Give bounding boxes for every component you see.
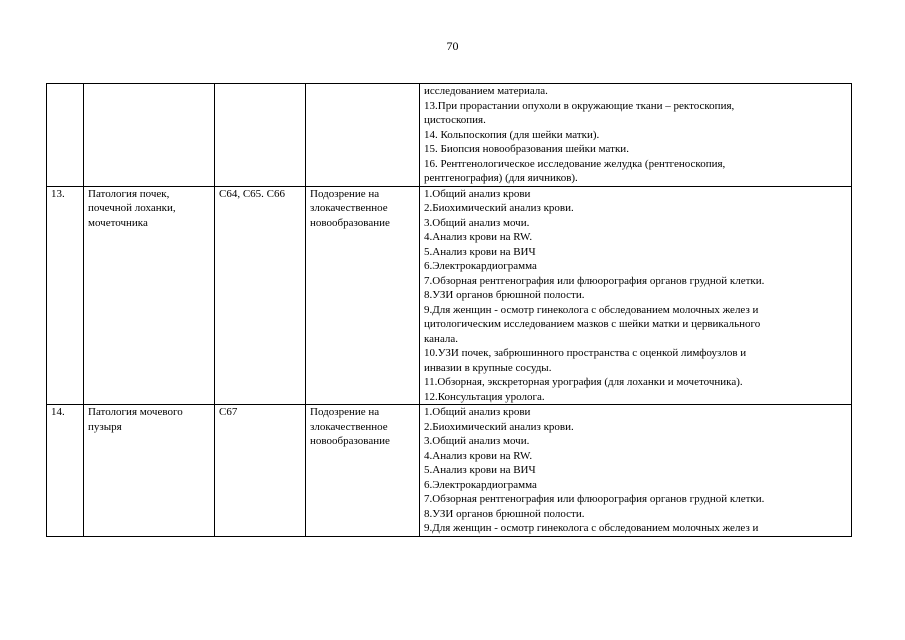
examination-item: 6.Электрокардиограмма <box>424 260 537 272</box>
examination-item: цистоскопия. <box>424 114 486 126</box>
cell-text-line: мочеточника <box>88 216 148 229</box>
examination-list-cell <box>420 405 852 537</box>
cell-text-line: новообразование <box>310 216 390 229</box>
row-number-cell <box>47 405 84 537</box>
examination-item: 7.Обзорная рентгенография или флюорография органов грудной клетки. <box>424 274 765 287</box>
cell-text: 13. <box>51 187 65 200</box>
examination-item: 10.УЗИ почек, забрюшинного пространства с оценкой лимфоузлов и <box>424 347 747 359</box>
icd-codes-cell <box>215 405 306 537</box>
examination-item: 5.Анализ крови на ВИЧ <box>424 464 536 476</box>
examination-item: канала. <box>424 332 459 345</box>
condition-cell <box>306 186 420 405</box>
examination-item: 4.Анализ крови на RW. <box>424 449 533 462</box>
cell-text: 14. <box>51 406 65 418</box>
cell-text: С64, С65. С66 <box>219 187 286 200</box>
examination-item: 3.Общий анализ мочи. <box>424 216 530 229</box>
examination-item: 5.Анализ крови на ВИЧ <box>424 245 536 258</box>
diagnostics-table <box>46 83 852 537</box>
table-row <box>47 84 852 187</box>
examination-item: 8.УЗИ органов брюшной полости. <box>424 507 585 520</box>
examination-item: 8.УЗИ органов брюшной полости. <box>424 289 585 301</box>
examination-item: 2.Биохимический анализ крови. <box>424 420 574 433</box>
cell-text-line: почечной лоханки, <box>88 202 176 214</box>
row-number-cell <box>47 186 84 405</box>
cell-text-line: злокачественное <box>310 202 388 214</box>
cell-text-line: Подозрение на <box>310 406 380 418</box>
examination-item: 16. Рентгенологическое исследование желудка (рентгеноскопия, <box>424 157 726 170</box>
examination-item: 1.Общий анализ крови <box>424 187 531 200</box>
examination-item: 9.Для женщин - осмотр гинеколога с обследованием молочных желез и <box>424 303 759 316</box>
examination-item: 11.Обзорная, экскреторная урография (для лоханки и мочеточника). <box>424 376 743 388</box>
examination-item: 13.При прорастании опухоли в окружающие ткани – ректоскопия, <box>424 99 735 112</box>
pathology-name-cell <box>84 186 215 405</box>
examination-item: 9.Для женщин - осмотр гинеколога с обследованием молочных желез и <box>424 522 759 534</box>
cell-text-line: Патология почек, <box>88 187 170 200</box>
examination-list-cell <box>420 84 852 187</box>
row-number-cell <box>47 84 84 187</box>
icd-codes-cell <box>215 84 306 187</box>
examination-item: цитологическим исследованием мазков с шейки матки и цервикального <box>424 318 761 330</box>
cell-text-line: Патология мочевого <box>88 406 183 418</box>
examination-item: 14. Кольпоскопия (для шейки матки). <box>424 128 600 141</box>
cell-text-line: пузыря <box>88 420 122 433</box>
pathology-name-cell <box>84 84 215 187</box>
examination-item: инвазии в крупные сосуды. <box>424 361 552 374</box>
examination-item: исследованием материала. <box>424 85 548 97</box>
table-row <box>47 405 852 537</box>
examination-list-cell <box>420 186 852 405</box>
condition-cell <box>306 405 420 537</box>
cell-text-line: злокачественное <box>310 420 388 433</box>
examination-item: 12.Консультация уролога. <box>424 390 545 403</box>
page-number: 70 <box>446 39 459 53</box>
examination-item: 7.Обзорная рентгенография или флюорография органов грудной клетки. <box>424 493 765 505</box>
examination-item: 3.Общий анализ мочи. <box>424 435 530 447</box>
pathology-name-cell <box>84 405 215 537</box>
examination-item: 1.Общий анализ крови <box>424 406 531 418</box>
condition-cell <box>306 84 420 187</box>
icd-codes-cell <box>215 186 306 405</box>
examination-item: 6.Электрокардиограмма <box>424 478 537 491</box>
examination-item: рентгенография) (для яичников). <box>424 172 578 184</box>
table-row <box>47 186 852 405</box>
examination-item: 4.Анализ крови на RW. <box>424 231 533 243</box>
cell-text-line: новообразование <box>310 435 390 447</box>
cell-text-line: Подозрение на <box>310 187 380 200</box>
examination-item: 2.Биохимический анализ крови. <box>424 202 574 214</box>
cell-text: С67 <box>219 406 238 418</box>
examination-item: 15. Биопсия новообразования шейки матки. <box>424 143 629 155</box>
